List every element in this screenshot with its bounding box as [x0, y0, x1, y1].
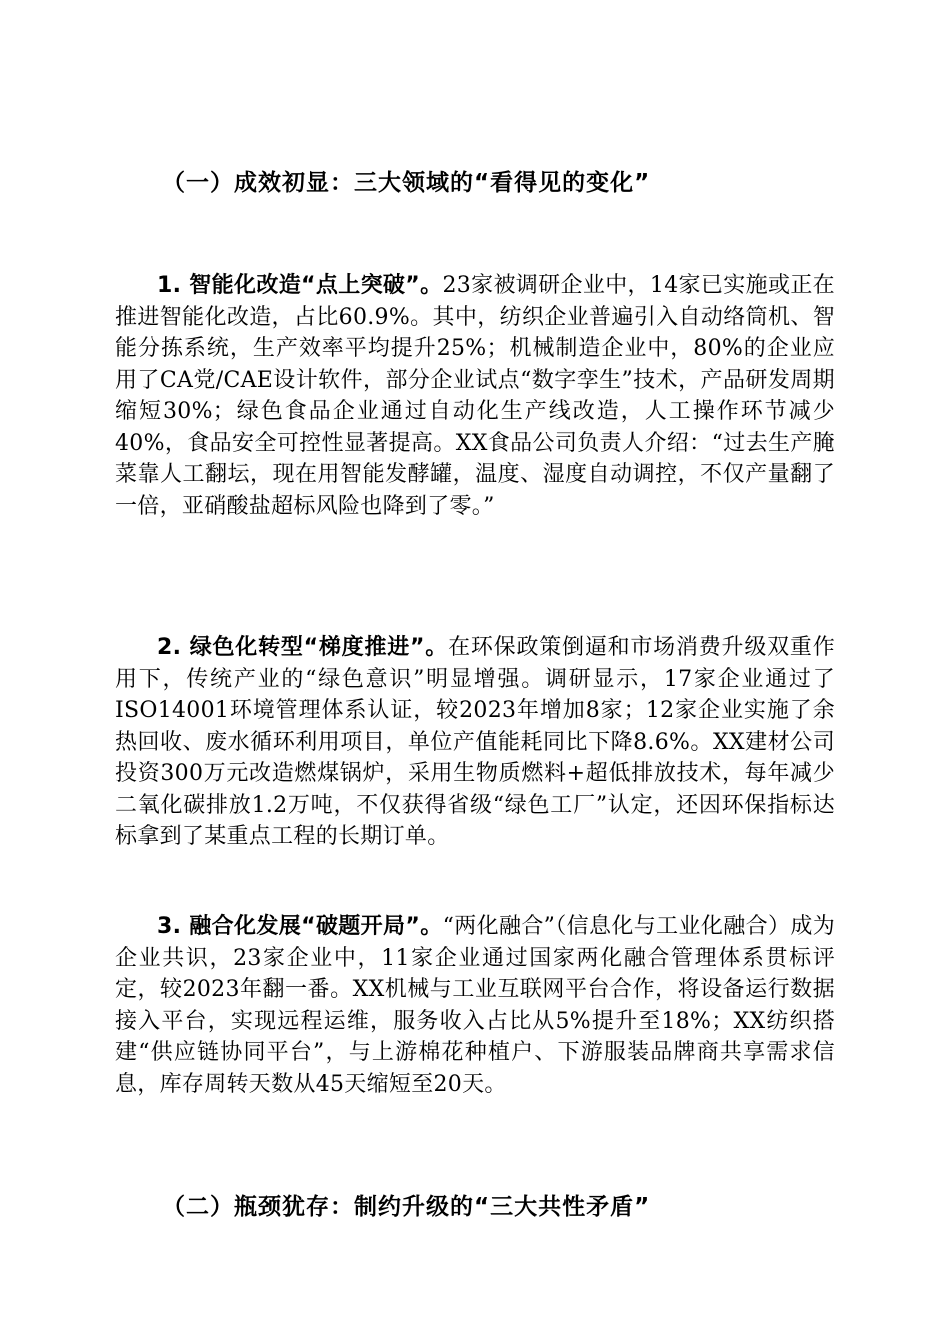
paragraph-body: 在环保政策倒逼和市场消费升级双重作用下，传统产业的“绿色意识”明显增强。调研显示，17家企业通过了ISO14001环境管理体系认证，较2023年增加8家；12家企业实施了余热回收、废水循环利用项目，单位产值能耗同比下降8.6%。XX建材公司投资300万元改造燃煤锅炉，采用生物质燃料+超低排放技术，每年减少二氧化碳排放1.2万吨，不仅获得省级“绿色工厂”认定，还因环保指标达标拿到了某重点工程的长期订单。 [115, 635, 835, 849]
paragraph-body: “两化融合”（信息化与工业化融合）成为企业共识，23家企业中，11家企业通过国家两化融合管理体系贯标评定，较2023年翻一番。XX机械与工业互联网平台合作，将设备运行数据接入平台，实现远程运维，服务收入占比从5%提升至18%；XX纺织搭建“供应链协同平台”，与上游棉花种植户、下游服装品牌商共享需求信息，库存周转天数从45天缩短至20天。 [115, 914, 835, 1097]
paragraph-integration-development [115, 911, 835, 1100]
section-heading-1: （一）成效初显：三大领域的“看得见的变化” [162, 170, 651, 196]
paragraph-green-transformation [115, 632, 835, 853]
paragraph-lead: 1. 智能化改造“点上突破”。 [157, 273, 443, 298]
paragraph-body: 23家被调研企业中，14家已实施或正在推进智能化改造，占比60.9%。其中，纺织企业普遍引入自动络筒机、智能分拣系统，生产效率平均提升25%；机械制造企业中，80%的企业应用了CA党/CAE设计软件，部分企业试点“数字孪生”技术，产品研发周期缩短30%；绿色食品企业通过自动化生产线改造，人工操作环节减少40%，食品安全可控性显著提高。XX食品公司负责人介绍：“过去生产腌菜靠人工翻坛，现在用智能发酵罐，温度、湿度自动调控，不仅产量翻了一倍，亚硝酸盐超标风险也降到了零。” [115, 273, 835, 519]
section-heading-2: （二）瓶颈犹存：制约升级的“三大共性矛盾” [162, 1194, 651, 1220]
paragraph-intelligent-transformation [115, 270, 835, 522]
paragraph-lead: 2. 绿色化转型“梯度推进”。 [157, 635, 449, 660]
paragraph-lead: 3. 融合化发展“破题开局”。 [157, 914, 443, 939]
